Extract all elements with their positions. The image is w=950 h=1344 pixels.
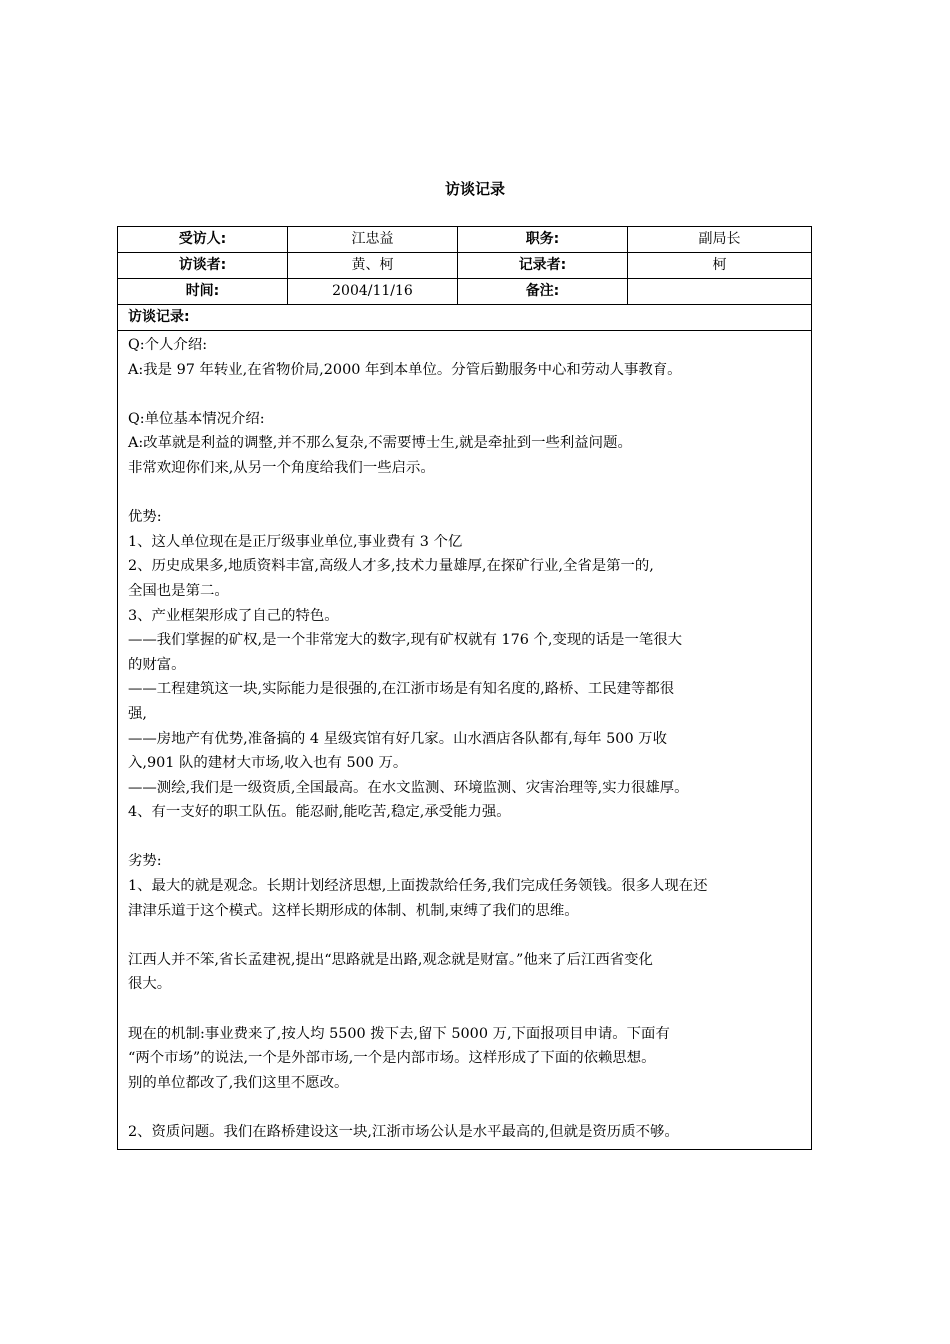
row-record-body	[118, 331, 812, 1150]
record-line: ——测绘,我们是一级资质,全国最高。在水文监测、环境监测、灾害治理等,实力很雄厚。	[128, 779, 689, 796]
record-line: 入,901 队的建材大市场,收入也有 500 万。	[128, 755, 408, 772]
interviewee-label: 受访人:	[118, 227, 288, 253]
time-value: 2004/11/16	[288, 279, 458, 305]
notes-label: 备注:	[458, 279, 628, 305]
record-line: ——我们掌握的矿权,是一个非常宠大的数字,现有矿权就有 176 个,变现的话是一笔很大	[128, 632, 683, 649]
record-line: Q:个人介绍:	[128, 337, 208, 353]
position-value: 副局长	[628, 227, 812, 253]
interview-table	[117, 226, 812, 1150]
time-label: 时间:	[118, 279, 288, 305]
notes-value	[628, 279, 812, 305]
record-line	[128, 923, 801, 948]
row-record-label	[118, 305, 812, 331]
record-line: Q:单位基本情况介绍:	[128, 410, 265, 427]
record-line: 2、资质问题。我们在路桥建设这一块,江浙市场公认是水平最高的,但就是资历质不够。	[128, 1124, 679, 1140]
record-line: 1、这人单位现在是正厅级事业单位,事业费有 3 个亿	[128, 533, 463, 550]
record-line: 江西人并不笨,省长孟建祝,提出“思路就是出路,观念就是财富。”他来了后江西省变化	[128, 951, 653, 968]
recorder-label: 记录者:	[458, 253, 628, 279]
record-line: 4、有一支好的职工队伍。能忍耐,能吃苦,稳定,承受能力强。	[128, 804, 511, 821]
record-line: 优势:	[128, 509, 162, 526]
record-line: 2、历史成果多,地质资料丰富,高级人才多,技术力量雄厚,在探矿行业,全省是第一的,	[128, 558, 654, 575]
row-time	[118, 279, 812, 305]
record-line: 3、产业框架形成了自己的特色。	[128, 607, 339, 624]
record-line: ——工程建筑这一块,实际能力是很强的,在江浙市场是有知名度的,路桥、工民建等都很	[128, 681, 675, 698]
recorder-value: 柯	[628, 253, 812, 279]
row-interviewer	[118, 253, 812, 279]
record-line: 全国也是第二。	[128, 582, 229, 599]
record-body	[118, 331, 812, 1150]
record-line: A:我是 97 年转业,在省物价局,2000 年到本单位。分管后勤服务中心和劳动人事教育。	[128, 361, 682, 378]
record-line: “两个市场”的说法,一个是外部市场,一个是内部市场。这样形成了下面的依赖思想。	[128, 1050, 656, 1067]
document-title: 访谈记录	[444, 180, 505, 198]
record-line	[128, 481, 801, 506]
record-line: 津津乐道于这个模式。这样长期形成的体制、机制,束缚了我们的思维。	[128, 902, 579, 919]
interviewee-value: 江忠益	[288, 227, 458, 253]
interviewer-label: 访谈者:	[118, 253, 288, 279]
record-line: 强,	[128, 705, 147, 722]
record-label: 访谈记录:	[118, 305, 812, 331]
record-line: 非常欢迎你们来,从另一个角度给我们一些启示。	[128, 459, 435, 476]
position-label: 职务:	[458, 227, 628, 253]
record-line: A:改革就是利益的调整,并不那么复杂,不需要博士生,就是牵扯到一些利益问题。	[128, 435, 632, 452]
record-line	[128, 997, 801, 1022]
record-line	[128, 825, 801, 850]
record-line	[128, 1095, 801, 1120]
record-line: 别的单位都改了,我们这里不愿改。	[128, 1074, 349, 1091]
row-interviewee	[118, 227, 812, 253]
record-line: 劣势:	[128, 853, 162, 870]
record-line: 的财富。	[128, 656, 186, 673]
record-line: 很大。	[128, 976, 172, 993]
record-line: 现在的机制:事业费来了,按人均 5500 拨下去,留下 5000 万,下面报项目申请。下面有	[128, 1025, 670, 1042]
record-line: 1、最大的就是观念。长期计划经济思想,上面拨款给任务,我们完成任务领钱。很多人现在还	[128, 878, 708, 895]
record-line	[128, 382, 801, 407]
record-line: ——房地产有优势,准备搞的 4 星级宾馆有好几家。山水酒店各队都有,每年 500 万收	[128, 730, 667, 747]
interviewer-value: 黄、柯	[288, 253, 458, 279]
